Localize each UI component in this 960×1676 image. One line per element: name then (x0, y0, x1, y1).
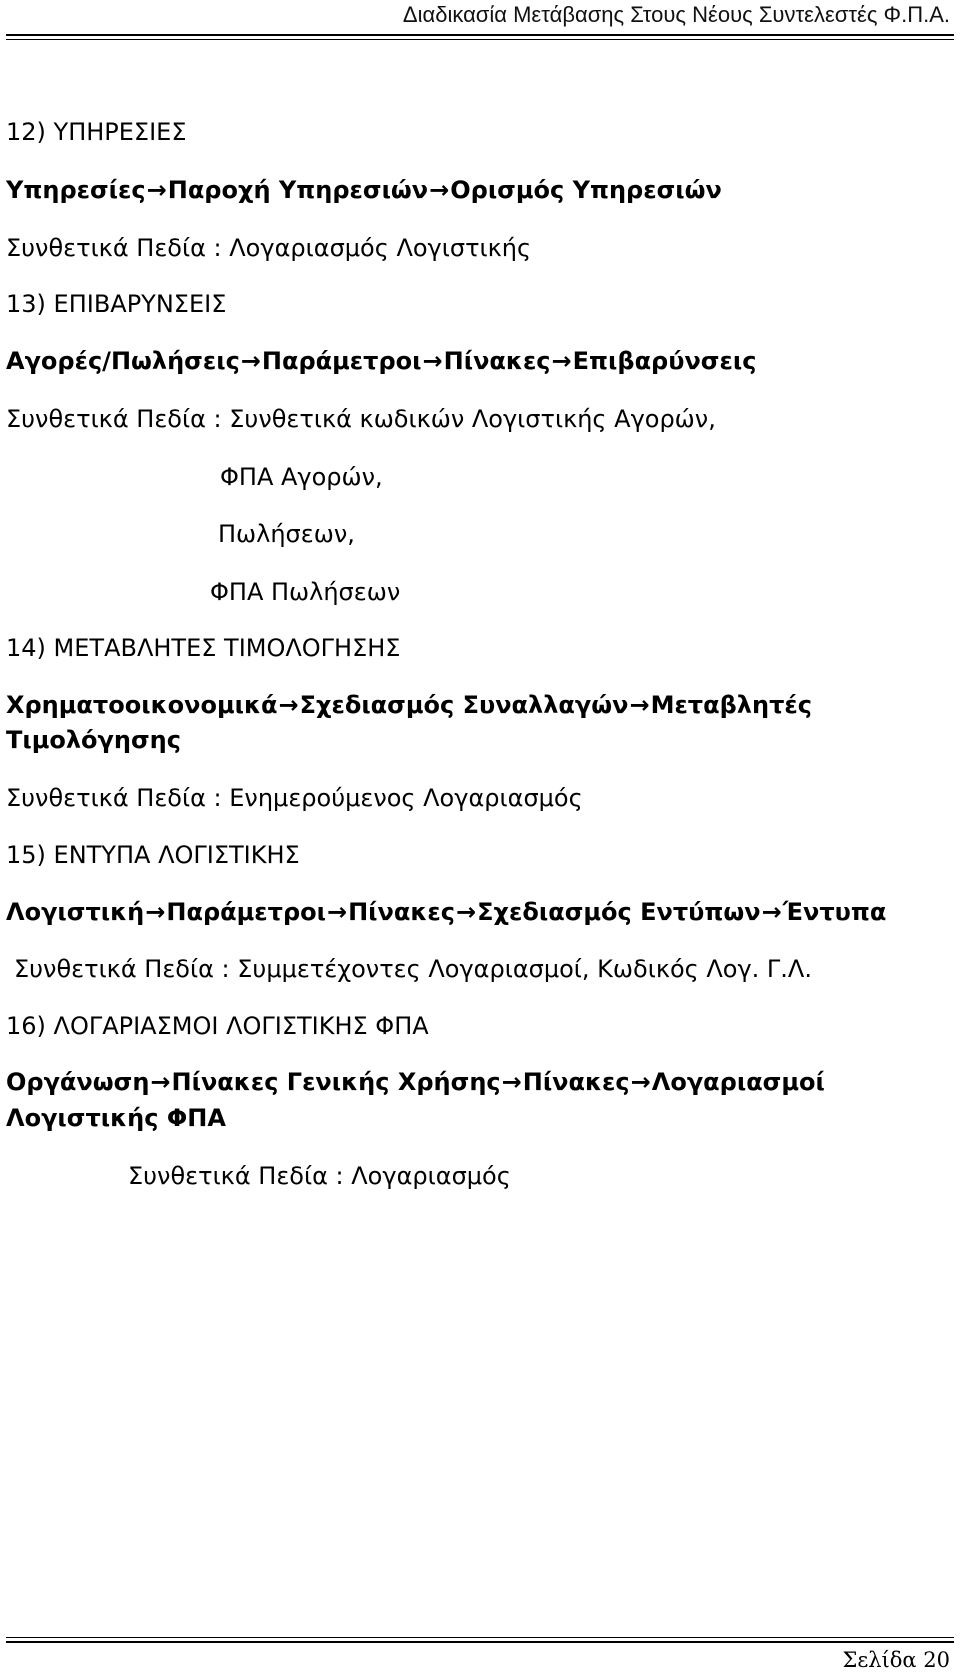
arrow-right-icon: → (761, 898, 782, 926)
arrow-right-icon: → (278, 691, 299, 719)
path-step: Πίνακες (522, 1068, 630, 1096)
section-16-menu-path (6, 1068, 825, 1096)
path-step: Παράμετροι (166, 898, 326, 926)
section-13-field-item: ΦΠΑ Πωλήσεων (210, 578, 401, 606)
path-step: Έντυπα (782, 898, 887, 926)
section-13-field-item: Πωλήσεων, (218, 520, 355, 548)
section-16-fields: Συνθετικά Πεδία : Λογαριασμός (128, 1162, 511, 1190)
arrow-right-icon: → (240, 347, 261, 375)
section-14-menu-path (6, 691, 812, 719)
section-16-menu-path-continued: Λογιστικής ΦΠΑ (6, 1104, 226, 1132)
path-step: Πίνακες Γενικής Χρήσης (171, 1068, 501, 1096)
section-14-menu-path-continued: Τιμολόγησης (6, 726, 181, 754)
page-number: Σελίδα 20 (842, 1648, 950, 1672)
path-step: Αγορές/Πωλήσεις (6, 347, 240, 375)
path-step: Υπηρεσίες (6, 176, 146, 204)
section-13-menu-path (6, 347, 756, 375)
arrow-right-icon: → (456, 898, 477, 926)
arrow-right-icon: → (326, 898, 348, 926)
footer-rule-thin (6, 1637, 954, 1638)
path-step: Λογιστική (6, 898, 145, 926)
arrow-right-icon: → (629, 691, 650, 719)
path-step: Σχεδιασμός Εντύπων (477, 898, 761, 926)
section-12-menu-path (6, 176, 722, 204)
section-16-heading: 16) ΛΟΓΑΡΙΑΣΜΟΙ ΛΟΓΙΣΤΙΚΗΣ ΦΠΑ (6, 1012, 429, 1040)
section-13-fields: Συνθετικά Πεδία : Συνθετικά κωδικών Λογιστικής Αγορών, (6, 405, 716, 433)
footer-rule (6, 1641, 954, 1643)
arrow-right-icon: → (501, 1068, 522, 1096)
section-14-heading: 14) ΜΕΤΑΒΛΗΤΕΣ ΤΙΜΟΛΟΓΗΣΗΣ (6, 634, 401, 662)
header-rule-thin (6, 39, 954, 40)
arrow-right-icon: → (551, 347, 572, 375)
arrow-right-icon: → (429, 176, 450, 204)
path-step: Οργάνωση (6, 1068, 150, 1096)
section-15-fields: Συνθετικά Πεδία : Συμμετέχοντες Λογαριασμοί, Κωδικός Λογ. Γ.Λ. (14, 955, 812, 983)
section-13-field-item: ΦΠΑ Αγορών, (220, 463, 383, 491)
section-15-heading: 15) ΕΝΤΥΠΑ ΛΟΓΙΣΤΙΚΗΣ (6, 841, 300, 869)
header-rule (6, 34, 954, 36)
section-15-menu-path (6, 898, 886, 926)
path-step: Επιβαρύνσεις (572, 347, 757, 375)
arrow-right-icon: → (150, 1068, 171, 1096)
path-step: Παροχή Υπηρεσιών (167, 176, 429, 204)
section-13-heading: 13) ΕΠΙΒΑΡΥΝΣΕΙΣ (6, 290, 227, 318)
path-step: Πίνακες (443, 347, 551, 375)
path-step: Ορισμός Υπηρεσιών (450, 176, 722, 204)
section-14-fields: Συνθετικά Πεδία : Ενημερούμενος Λογαριασμός (6, 784, 583, 812)
path-step: Μεταβλητές (650, 691, 812, 719)
arrow-right-icon: → (146, 176, 167, 204)
section-12-heading: 12) ΥΠΗΡΕΣΙΕΣ (6, 118, 187, 146)
path-step: Παράμετροι (261, 347, 422, 375)
path-step: Σχεδιασμός Συναλλαγών (299, 691, 629, 719)
arrow-right-icon: → (422, 347, 443, 375)
document-header-title: Διαδικασία Μετάβασης Στους Νέους Συντελεστές Φ.Π.Α. (402, 2, 950, 27)
section-12-fields: Συνθετικά Πεδία : Λογαριασμός Λογιστικής (6, 234, 532, 262)
path-step: Λογαριασμοί (651, 1068, 825, 1096)
path-step: Πίνακες (348, 898, 456, 926)
path-step: Χρηματοοικονομικά (6, 691, 278, 719)
arrow-right-icon: → (145, 898, 166, 926)
arrow-right-icon: → (630, 1068, 651, 1096)
